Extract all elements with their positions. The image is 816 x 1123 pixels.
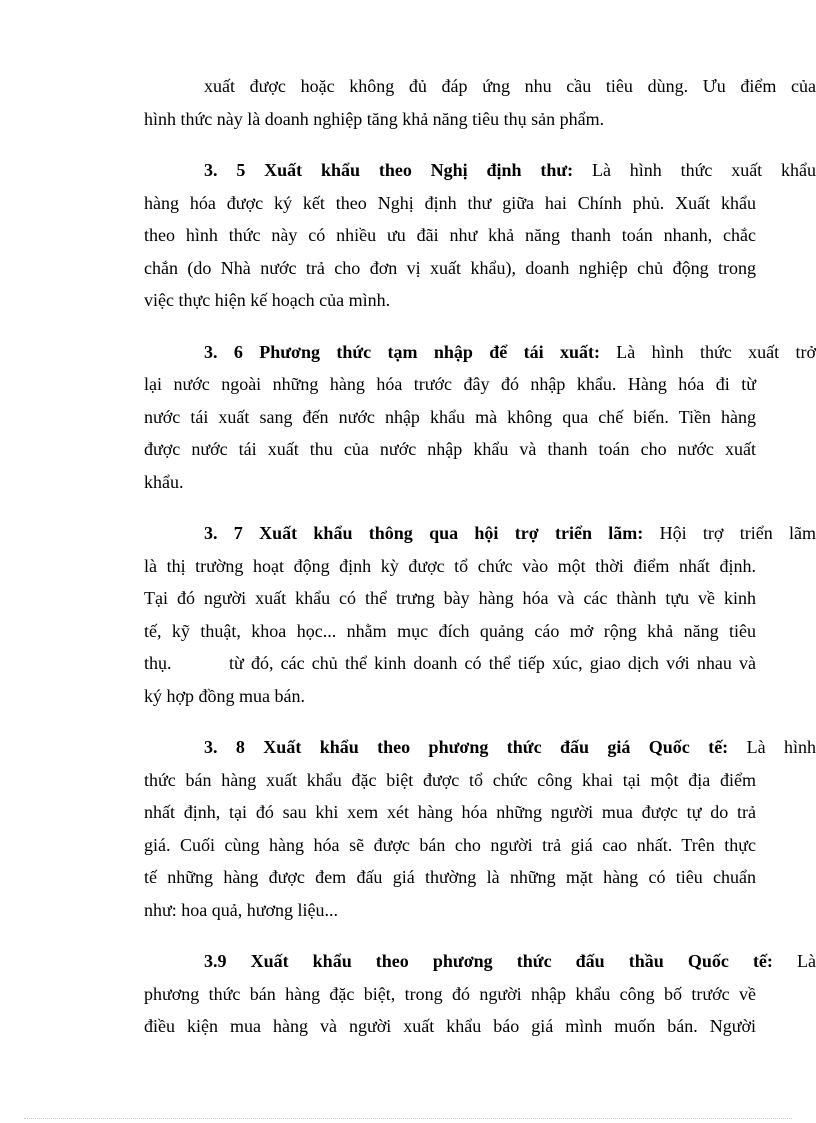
text-line [144,615,756,648]
line-text: giá. Cuối cùng hàng hóa sẽ được bán cho người trả giá cao nhất. Trên thực [144,834,756,855]
line-text: như: hoa quả, hương liệu... [144,899,339,920]
text-line [144,401,756,434]
text-line [144,219,756,252]
line-text: lại nước ngoài những hàng hóa trước đây đó nhập khẩu. Hàng hóa đi từ [144,374,756,394]
line-text: nước tái xuất sang đến nước nhập khẩu mà không qua chế biến. Tiền hàng [144,406,756,427]
text-line [144,252,756,285]
line-text: Tại đó người xuất khẩu có thể trưng bày hàng hóa và các thành tựu về kinh [144,588,756,608]
paragraph-3-6 [144,336,816,499]
paragraph-intro [144,70,816,135]
text-line [144,70,816,103]
line-text: theo hình thức này có nhiều ưu đãi như khả năng thanh toán nhanh, chắc [144,225,756,245]
line-text: việc thực hiện kế hoạch của mình. [144,290,391,310]
text-line [144,894,756,927]
text-line [144,368,756,401]
line-text: Hội trợ triển lãm [643,523,816,543]
section-heading: 3. 6 Phương thức tạm nhập để tái xuất: [204,341,600,362]
section-heading: 3.9 Xuất khẩu theo phương thức đấu thầu Quốc tế: [204,951,773,971]
line-text: Là hình [728,737,816,757]
text-line [144,945,816,978]
line-text: tế, kỹ thuật, khoa học... nhằm mục đích quảng cáo mở rộng khả năng tiêu [144,620,756,641]
line-text: hàng hóa được ký kết theo Nghị định thư giữa hai Chính phủ. Xuất khẩu [144,192,756,213]
line-text: được nước tái xuất thu của nước nhập khẩu và thanh toán cho nước xuất [144,439,756,459]
text-line [144,466,756,499]
document-page [144,70,816,1043]
line-text: thức bán hàng xuất khẩu đặc biệt được tổ chức công khai tại một địa điểm [144,769,756,790]
line-text: chắn (do Nhà nước trả cho đơn vị xuất khẩu), doanh nghiệp chủ động trong [144,257,756,278]
text-line [144,187,756,220]
section-heading: 3. 7 Xuất khẩu thông qua hội trợ triển lãm: [204,523,644,543]
line-text: là thị trường hoạt động định kỳ được tổ chức vào một thời điểm nhất định. [144,555,756,576]
text-line [144,680,756,713]
text-line [144,1010,756,1043]
line-text: khẩu. [144,471,184,492]
line-text: tế những hàng được đem đấu giá thường là những mặt hàng có tiêu chuẩn [144,867,756,887]
page-bottom-border [24,1118,792,1119]
text-line [144,517,816,550]
line-text: phương thức bán hàng đặc biệt, trong đó người nhập khẩu công bố trước về [144,983,756,1004]
text-line [144,796,756,829]
text-line [144,336,816,369]
paragraph-3-7 [144,517,816,712]
line-text: thụ. từ đó, các chủ thể kinh doanh có thể tiếp xúc, giao dịch với nhau và [144,653,756,673]
text-line [144,978,756,1011]
line-text: xuất được hoặc không đủ đáp ứng nhu cầu tiêu dùng. Ưu điểm của [204,76,816,96]
text-line [144,647,756,680]
text-line [144,829,756,862]
text-line [144,861,756,894]
line-text: hình thức này là doanh nghiệp tăng khả năng tiêu thụ sản phẩm. [144,108,605,129]
paragraph-3-8 [144,731,816,926]
paragraph-3-5 [144,154,816,317]
line-text: nhất định, tại đó sau khi xem xét hàng hóa những người mua được tự do trả [144,802,756,822]
line-text: Là [772,951,816,971]
line-text: Là hình thức xuất khẩu [573,160,816,180]
text-line [144,550,756,583]
text-line [144,103,756,136]
text-line [144,154,816,187]
text-line [144,284,756,317]
text-line [144,582,756,615]
text-line [144,764,756,797]
paragraph-3-9 [144,945,816,1043]
section-heading: 3. 8 Xuất khẩu theo phương thức đấu giá Quốc tế: [204,737,729,757]
line-text: ký hợp đồng mua bán. [144,685,305,706]
text-line [144,433,756,466]
line-text: điều kiện mua hàng và người xuất khẩu báo giá mình muốn bán. Người [144,1016,756,1036]
section-heading: 3. 5 Xuất khẩu theo Nghị định thư: [204,160,574,180]
text-line [144,731,816,764]
line-text: Là hình thức xuất trở [599,341,816,362]
